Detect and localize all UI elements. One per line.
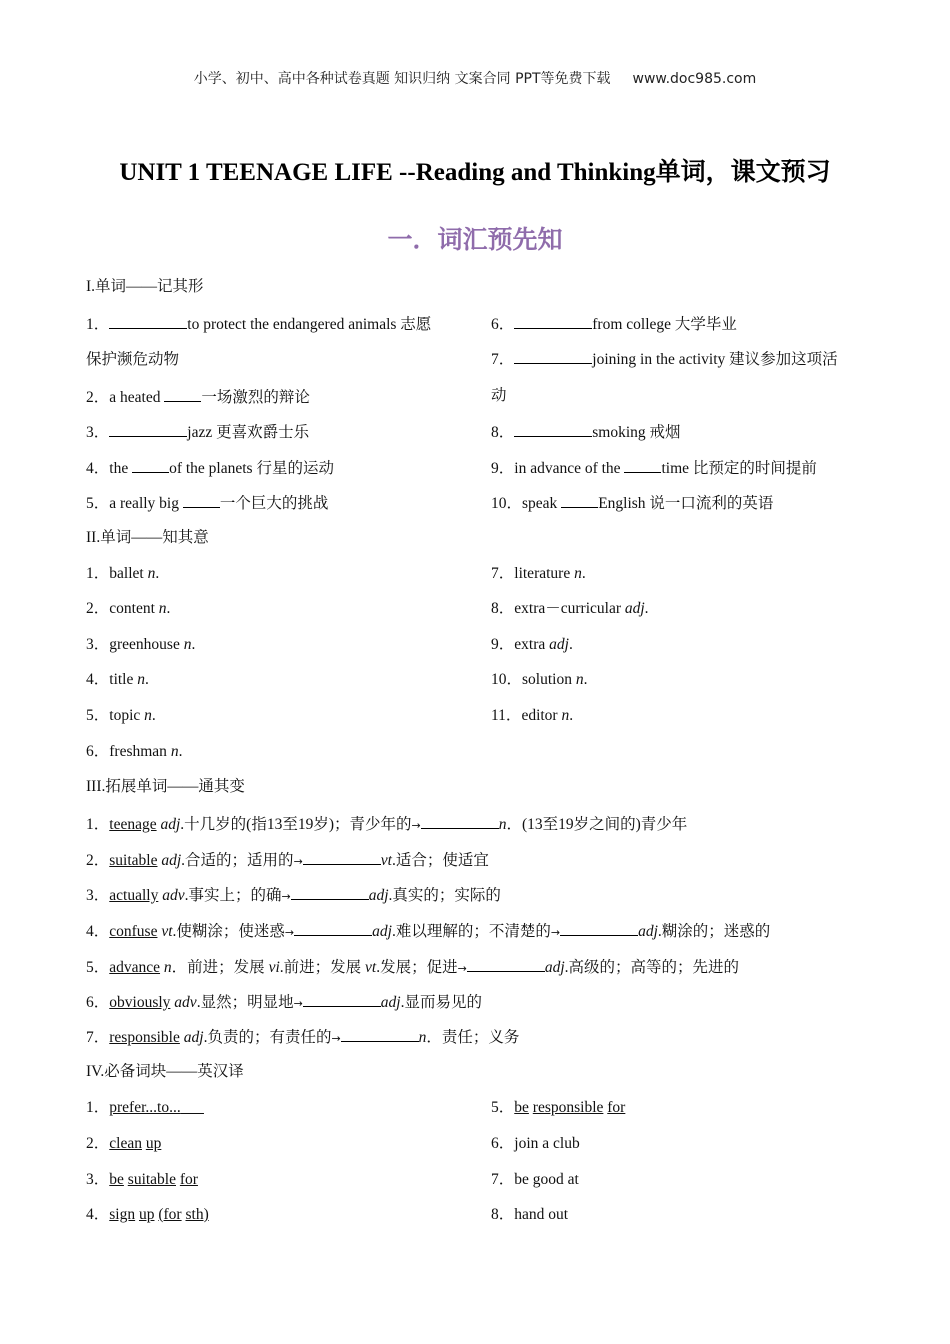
- arrow-icon: →: [550, 926, 561, 939]
- sec3-item-1: 1．teenage adj.十几岁的(指13至19岁)；青少年的→ n．(13至19岁之间的)青少年: [86, 812, 687, 834]
- sec1-item-5: 5．a really big 一个巨大的挑战: [86, 491, 328, 513]
- sec1-item-8: 8． smoking 戒烟: [491, 420, 681, 442]
- header-url[interactable]: www.doc985.com: [632, 71, 757, 87]
- sec2-heading: II.单词——知其意: [86, 529, 209, 546]
- sec2-item-8: 8．extra－curricular adj.: [491, 600, 649, 617]
- answer-blank[interactable]: [109, 312, 187, 329]
- sec1-item-3: 3． jazz 更喜欢爵士乐: [86, 420, 309, 442]
- sec3-item-2: 2．suitable adj.合适的；适用的→ vt.适合；使适宜: [86, 848, 489, 870]
- sec1-heading: I.单词——记其形: [86, 278, 204, 295]
- sec2-item-2: 2．content n.: [86, 600, 171, 617]
- sec4-item-3: 3．be suitable for: [86, 1171, 198, 1188]
- sec1-item-4: 4．the of the planets 行星的运动: [86, 456, 334, 478]
- arrow-icon: →: [284, 926, 295, 939]
- answer-blank[interactable]: [341, 1025, 419, 1042]
- answer-blank[interactable]: [514, 420, 592, 437]
- answer-blank[interactable]: [303, 848, 381, 865]
- sec4-item-7: 7．be good at: [491, 1171, 579, 1188]
- sec1-item-6: 6． from college 大学毕业: [491, 312, 737, 334]
- answer-blank[interactable]: [624, 456, 661, 473]
- header-text: 小学、初中、高中各种试卷真题 知识归纳 文案合同 PPT等免费下载: [193, 71, 611, 87]
- answer-blank[interactable]: [294, 919, 372, 936]
- answer-blank[interactable]: [291, 883, 369, 900]
- arrow-icon: →: [293, 997, 303, 1010]
- answer-blank[interactable]: [514, 312, 592, 329]
- section-title: 一．词汇预先知: [387, 227, 563, 254]
- sec2-item-3: 3．greenhouse n.: [86, 636, 196, 653]
- arrow-icon: →: [293, 855, 303, 868]
- sec3-item-3: 3．actually adv.事实上；的确→ adj.真实的；实际的: [86, 883, 501, 905]
- answer-blank[interactable]: [561, 491, 598, 508]
- sec1-item-7: 7． joining in the activity 建议参加这项活: [491, 347, 838, 369]
- sec1-item-10: 10．speak English 说一口流利的英语: [491, 491, 773, 513]
- document-title: UNIT 1 TEENAGE LIFE --Reading and Thinking单词，课文预习: [119, 159, 831, 186]
- answer-blank[interactable]: [303, 990, 381, 1007]
- sec3-item-6: 6．obviously adv.显然；明显地→ adj.显而易见的: [86, 990, 482, 1012]
- sec4-item-8: 8．hand out: [491, 1206, 569, 1223]
- answer-blank[interactable]: [421, 812, 499, 829]
- answer-blank[interactable]: [467, 955, 545, 972]
- sec2-item-11: 11．editor n.: [491, 707, 574, 724]
- answer-blank[interactable]: [560, 919, 638, 936]
- sec1-item-7-cont: 动: [491, 387, 507, 404]
- arrow-icon: →: [331, 1032, 341, 1045]
- sec2-item-9: 9．extra adj.: [491, 636, 573, 653]
- sec3-item-5: 5．advance n．前进；发展 vi.前进；发展 vt.发展；促进→ adj.高级的；高等的；先进的: [86, 955, 739, 977]
- page-header: [0, 68, 950, 88]
- sec4-item-2: 2．clean up: [86, 1135, 162, 1152]
- sec4-item-5: 5．be responsible for: [491, 1099, 626, 1116]
- sec2-item-6: 6．freshman n.: [86, 743, 183, 760]
- answer-blank[interactable]: [109, 420, 187, 437]
- sec1-item-2: 2．a heated 一场激烈的辩论: [86, 385, 310, 407]
- answer-blank[interactable]: [132, 456, 169, 473]
- sec4-item-6: 6．join a club: [491, 1135, 580, 1152]
- sec2-item-1: 1．ballet n.: [86, 565, 160, 582]
- sec1-item-1-cont: 保护濒危动物: [86, 351, 180, 368]
- sec2-item-10: 10．solution n.: [491, 671, 588, 688]
- sec2-item-4: 4．title n.: [86, 671, 149, 688]
- sec3-item-7: 7．responsible adj.负责的；有责任的→ n．责任；义务: [86, 1025, 519, 1047]
- sec4-heading: IV.必备词块——英汉译: [86, 1063, 244, 1080]
- sec2-item-5: 5．topic n.: [86, 707, 156, 724]
- sec4-item-1: 1．prefer...to...: [86, 1099, 181, 1116]
- sec3-heading: III.拓展单词——通其变: [86, 778, 245, 795]
- answer-blank[interactable]: [514, 347, 592, 364]
- sec1-item-1: 1． to protect the endangered animals 志愿: [86, 312, 431, 334]
- arrow-icon: →: [411, 819, 421, 832]
- sec1-item-9: 9．in advance of the time 比预定的时间提前: [491, 456, 817, 478]
- arrow-icon: →: [457, 962, 467, 975]
- arrow-icon: →: [281, 890, 291, 903]
- answer-blank[interactable]: [183, 491, 220, 508]
- answer-blank[interactable]: [164, 385, 201, 402]
- sec2-item-7: 7．literature n.: [491, 565, 586, 582]
- sec3-item-4: 4．confuse vt.使糊涂；使迷惑→ adj.难以理解的；不清楚的→ adj.糊涂的；迷惑的: [86, 919, 770, 941]
- sec4-item-4: 4．sign up (for sth): [86, 1206, 209, 1223]
